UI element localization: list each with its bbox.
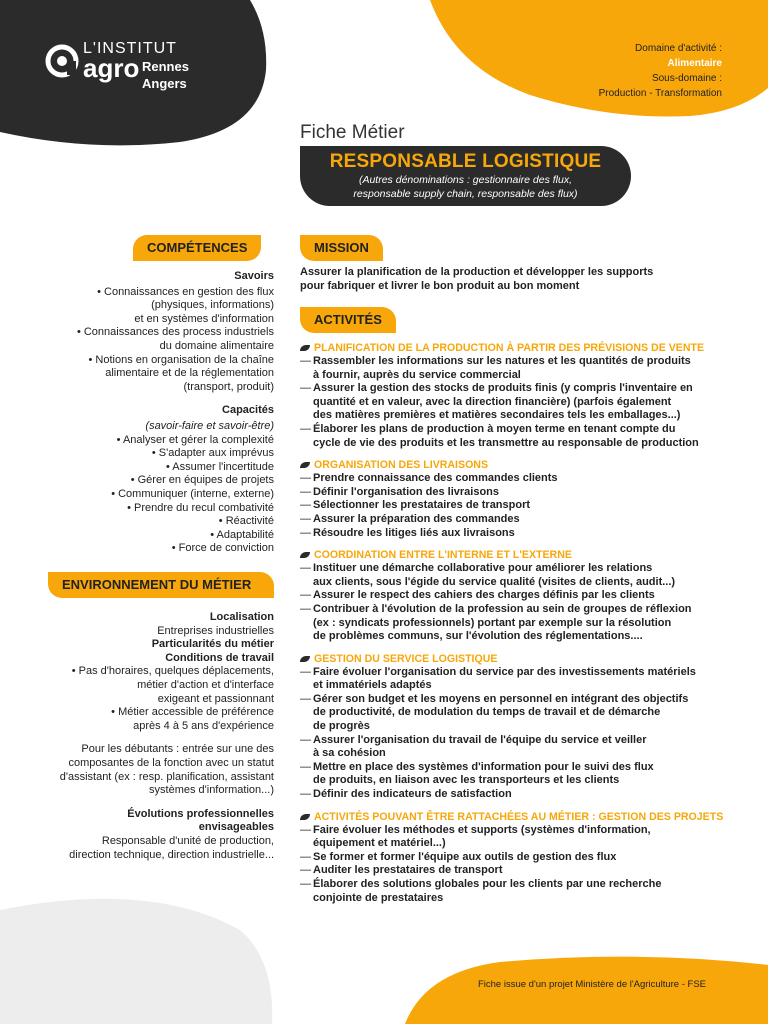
localisation-value: Entreprises industrielles: [157, 624, 274, 637]
grey-corner-shape: [0, 899, 272, 1024]
domain-info: [599, 41, 722, 101]
logo-line1: L'INSTITUT: [83, 40, 177, 57]
savoir-line: (physiques, informations): [151, 299, 274, 312]
leaf-icon: [300, 345, 310, 351]
activity-item: — Résoudre les litiges liés aux livraisons: [300, 527, 730, 541]
logo-city-rennes: Rennes: [142, 59, 189, 74]
activity-item: — Rassembler les informations sur les natures et les quantités de produits: [300, 355, 730, 369]
logo-city-angers: Angers: [142, 76, 187, 91]
subdomain-label: Sous-domaine :: [651, 73, 722, 84]
evolution-line: direction technique, direction industrielle...: [69, 848, 274, 861]
job-title-box: [300, 146, 631, 206]
domain-label: Domaine d'activité :: [635, 43, 722, 54]
activity-item: — Définir l'organisation des livraisons: [300, 486, 730, 500]
condition-line: • Métier accessible de préférence: [111, 706, 274, 719]
conditions-title: Conditions de travail: [165, 651, 274, 664]
capacite-item: • Force de conviction: [171, 542, 274, 555]
activity-list: [300, 562, 730, 644]
activity-group-title: [300, 548, 730, 562]
activity-item: de produits, en liaison avec les transporteurs et les clients: [313, 774, 620, 787]
domain-value: Alimentaire: [667, 58, 722, 69]
savoir-line: • Connaissances en gestion des flux: [97, 285, 274, 298]
orange-bottom-shape: [405, 957, 768, 1024]
capacite-item: • Assumer l'incertitude: [165, 460, 274, 473]
activity-item: équipement et matériel...): [313, 837, 446, 850]
activity-group: [300, 341, 730, 450]
activity-group-title: [300, 341, 730, 355]
logo-line2: agro: [83, 53, 140, 83]
activity-item: — Se former et former l'équipe aux outils de gestion des flux: [300, 851, 730, 865]
mission-line1: Assurer la planification de la production et développer les supports: [300, 266, 654, 278]
activity-item: — Faire évoluer l'organisation du service par des investissements matériels: [300, 666, 730, 680]
capacite-item: • Prendre du recul combativité: [127, 501, 274, 514]
debutants-line: systèmes d'information...): [149, 784, 274, 797]
job-alt-names-line2: responsable supply chain, responsable des flux): [353, 188, 578, 200]
activity-item: — Mettre en place des systèmes d'information pour le suivi des flux: [300, 761, 730, 775]
activity-group-title-text: ORGANISATION DES LIVRAISONS: [314, 459, 489, 472]
activity-group-title-text: GESTION DU SERVICE LOGISTIQUE: [314, 652, 498, 665]
activity-group: [300, 458, 730, 540]
activity-group: [300, 810, 730, 906]
activites-heading: ACTIVITÉS: [300, 307, 396, 333]
savoir-line: (transport, produit): [183, 380, 274, 393]
activity-item: — Faire évoluer les méthodes et supports (systèmes d'information,: [300, 824, 730, 838]
savoirs-title: Savoirs: [234, 270, 274, 282]
debutants-line: Pour les débutants : entrée sur une des: [81, 743, 274, 756]
activity-item: et immatériels adaptés: [313, 679, 432, 692]
capacite-item: • S'adapter aux imprévus: [151, 447, 274, 460]
activity-item: des matières premières et matières secondaires tels les emballages...): [313, 409, 681, 422]
evolutions-title-line2: envisageables: [198, 821, 274, 834]
activity-group-title-text: ACTIVITÉS POUVANT ÊTRE RATTACHÉES AU MÉTIER : GESTION DES PROJETS: [314, 810, 724, 823]
agro-logo-icon: [45, 44, 79, 78]
activity-group-title: [300, 810, 730, 824]
job-alt-names-line1: (Autres dénominations : gestionnaire des flux,: [358, 174, 573, 186]
savoir-line: du domaine alimentaire: [159, 339, 274, 352]
condition-line: après 4 à 5 ans d'expérience: [133, 719, 274, 732]
activites-section: [300, 341, 730, 913]
activity-item: — Assurer la préparation des commandes: [300, 513, 730, 527]
activity-item: — Assurer l'organisation du travail de l'équipe du service et veiller: [300, 734, 730, 748]
debutants-line: d'assistant (ex : resp. planification, assistant: [59, 770, 274, 783]
activity-item: de progrès: [313, 720, 370, 733]
savoir-line: • Connaissances des process industriels: [76, 326, 274, 339]
activity-list: [300, 472, 730, 540]
activity-item: — Prendre connaissance des commandes clients: [300, 472, 730, 486]
activity-item: aux clients, sous l'égide du service qualité (visites de clients, audit...): [313, 575, 676, 588]
competences-heading: COMPÉTENCES: [133, 235, 261, 261]
debutants-line: composantes de la fonction avec un statut: [68, 756, 274, 769]
evolution-line: Responsable d'unité de production,: [101, 834, 274, 847]
leaf-icon: [300, 656, 310, 662]
footer-note: Fiche issue d'un projet Ministère de l'Agriculture - FSE: [477, 979, 706, 990]
debutants-text: [40, 743, 274, 797]
leaf-icon: [300, 462, 310, 468]
evolutions-title-line1: Évolutions professionnelles: [127, 807, 274, 820]
activity-group-title: [300, 458, 730, 472]
capacites-note: (savoir-faire et savoir-être): [145, 419, 274, 432]
activity-item: cycle de vie des produits et les transmettre au responsable de production: [313, 436, 699, 449]
activity-item: — Définir des indicateurs de satisfaction: [300, 788, 730, 802]
leaf-icon: [300, 814, 310, 820]
activity-item: — Sélectionner les prestataires de transport: [300, 499, 730, 513]
job-title: RESPONSABLE LOGISTIQUE: [329, 151, 602, 172]
condition-line: métier d'action et d'interface: [137, 678, 274, 691]
capacite-item: • Gérer en équipes de projets: [130, 474, 274, 487]
condition-line: • Pas d'horaires, quelques déplacements,: [71, 665, 274, 678]
activity-item: — Contribuer à l'évolution de la profession au sein de groupes de réflexion: [300, 603, 730, 617]
activity-item: — Assurer le respect des cahiers des charges définis par les clients: [300, 589, 730, 603]
activity-item: — Instituer une démarche collaborative pour améliorer les relations: [300, 562, 730, 576]
activity-group: [300, 548, 730, 644]
conditions-list: [40, 665, 274, 733]
competences-section: [40, 270, 274, 556]
activity-item: conjointe de prestataires: [313, 891, 444, 904]
savoir-line: • Notions en organisation de la chaîne: [88, 353, 274, 366]
activity-group-title: [300, 652, 730, 666]
activity-item: de problèmes communs, sur l'évolution des réglementations....: [313, 630, 643, 643]
activity-list: [300, 355, 730, 450]
activity-group-title-text: PLANIFICATION DE LA PRODUCTION À PARTIR DES PRÉVISIONS DE VENTE: [314, 342, 705, 354]
capacites-title: Capacités: [222, 404, 274, 417]
activity-item: quantité et en valeur, avec la direction financière) (parfois également: [313, 395, 672, 408]
capacite-item: • Réactivité: [218, 515, 274, 528]
environnement-section: [40, 611, 274, 862]
evolutions-list: [40, 835, 274, 862]
savoir-line: alimentaire et de la réglementation: [105, 367, 274, 380]
environnement-heading: ENVIRONNEMENT DU MÉTIER: [48, 572, 274, 598]
fiche-metier-label: Fiche Métier: [300, 122, 405, 143]
savoir-line: et en systèmes d'information: [134, 312, 274, 325]
activity-item: (ex : syndicats professionnels) portant par exemple sur la résolution: [313, 616, 672, 629]
mission-line2: pour fabriquer et livrer le bon produit au bon moment: [300, 280, 580, 292]
capacites-list: [40, 434, 274, 556]
activity-item: de productivité, de modulation du temps de travail et de démarche: [313, 706, 661, 719]
localisation-title: Localisation: [209, 611, 274, 623]
mission-text: [300, 265, 720, 293]
capacite-item: • Adaptabilité: [210, 528, 274, 541]
particularites-title: Particularités du métier: [151, 638, 274, 651]
activity-item: — Élaborer des solutions globales pour les clients par une recherche: [300, 878, 730, 892]
activity-item: à sa cohésion: [313, 747, 386, 760]
activity-item: — Auditer les prestataires de transport: [300, 864, 730, 878]
condition-line: exigeant et passionnant: [157, 692, 274, 705]
activity-group-title-text: COORDINATION ENTRE L'INTERNE ET L'EXTERNE: [314, 549, 572, 562]
activity-item: — Assurer la gestion des stocks de produits finis (y compris l'inventaire en: [300, 382, 730, 396]
activity-list: [300, 666, 730, 802]
leaf-icon: [300, 552, 310, 558]
capacite-item: • Analyser et gérer la complexité: [116, 433, 274, 446]
activity-list: [300, 824, 730, 906]
capacite-item: • Communiquer (interne, externe): [111, 487, 274, 500]
activity-group: [300, 652, 730, 802]
savoirs-list: [40, 286, 274, 395]
activity-item: à fournir, auprès du service commercial: [313, 368, 521, 381]
subdomain-value: Production - Transformation: [598, 88, 722, 99]
mission-heading: MISSION: [300, 235, 383, 261]
activity-item: — Élaborer les plans de production à moyen terme en tenant compte du: [300, 423, 730, 437]
activity-item: — Gérer son budget et les moyens en personnel en intégrant des objectifs: [300, 693, 730, 707]
